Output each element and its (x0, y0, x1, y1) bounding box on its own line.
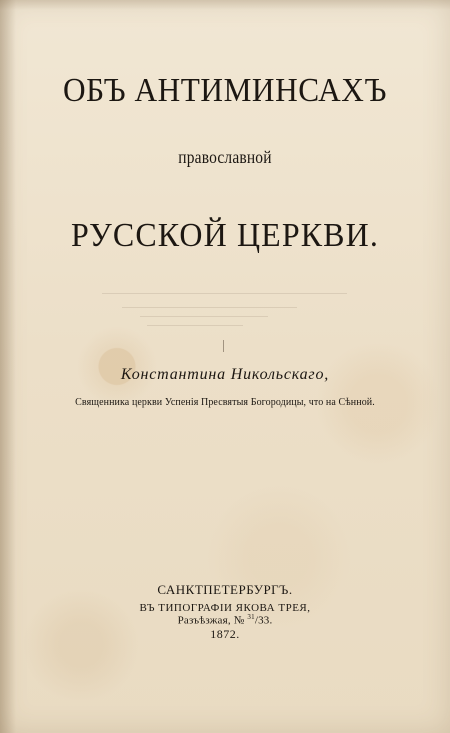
printer-mark (223, 340, 224, 352)
printer-address (0, 613, 450, 627)
author-name: Константина Никольскаго, (120, 366, 330, 383)
publication-place: САНКТПЕТЕРБУРГЪ. (157, 582, 293, 597)
bleed-through-line (102, 293, 347, 294)
title-line-2: православной (178, 147, 272, 167)
printer-line: ВЪ ТИПОГРАФІИ ЯКОВА ТРЕЯ, (139, 602, 311, 614)
page-top-shadow (0, 0, 450, 10)
printer-address-suffix: /33. (254, 614, 273, 627)
publication-year: 1872. (210, 627, 240, 641)
printer-address-main: Разъѣзжая, № (177, 614, 248, 627)
title-line-1: ОБЪ АНТИМИНСАХЪ (63, 72, 387, 109)
title-line-3: РУССКОЙ ЦЕРКВИ. (71, 217, 379, 254)
bleed-through-line (147, 325, 243, 326)
author-note: Священника церкви Успенія Пресвятыя Богородицы, что на Сѣнной. (75, 397, 375, 408)
printer-address-number: 31 (247, 613, 255, 621)
bleed-through-line (140, 316, 268, 317)
bleed-through-line (122, 307, 297, 308)
